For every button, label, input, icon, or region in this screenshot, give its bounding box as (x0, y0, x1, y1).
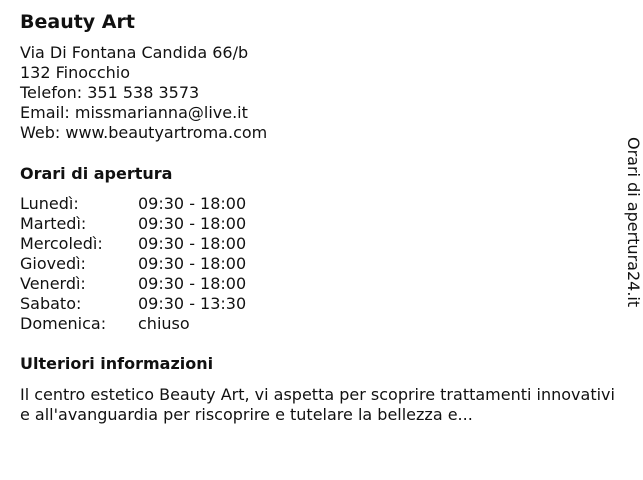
time-value: 09:30 - 18:00 (138, 194, 247, 213)
contact-block (20, 43, 267, 143)
business-name: Beauty Art (20, 11, 135, 33)
business-description: Il centro estetico Beauty Art, vi aspetta per scoprire trattamenti innovativi e all'avanguardia per riscoprire e tutelare la bellezza e... (20, 385, 615, 424)
web-line[interactable]: Web: www.beautyartroma.com (20, 123, 268, 142)
address-city: 132 Finocchio (20, 63, 131, 82)
day-label: Mercoledì: (20, 234, 103, 253)
day-label: Giovedì: (20, 254, 86, 273)
time-value: 09:30 - 18:00 (138, 254, 247, 273)
day-label: Sabato: (20, 294, 82, 313)
time-value: chiuso (138, 314, 190, 333)
day-label: Venerdì: (20, 274, 86, 293)
site-watermark: Orari di apertura24.it (624, 137, 643, 308)
more-info-heading: Ulteriori informazioni (20, 354, 214, 373)
phone-line[interactable]: Telefon: 351 538 3573 (20, 83, 200, 102)
address-street: Via Di Fontana Candida 66/b (20, 43, 249, 62)
time-value: 09:30 - 13:30 (138, 294, 247, 313)
time-value: 09:30 - 18:00 (138, 274, 247, 293)
time-value: 09:30 - 18:00 (138, 234, 247, 253)
day-label: Domenica: (20, 314, 107, 333)
day-label: Lunedì: (20, 194, 79, 213)
day-label: Martedì: (20, 214, 87, 233)
email-line[interactable]: Email: missmarianna@live.it (20, 103, 248, 122)
time-value: 09:30 - 18:00 (138, 214, 247, 233)
opening-hours-heading: Orari di apertura (20, 164, 173, 183)
